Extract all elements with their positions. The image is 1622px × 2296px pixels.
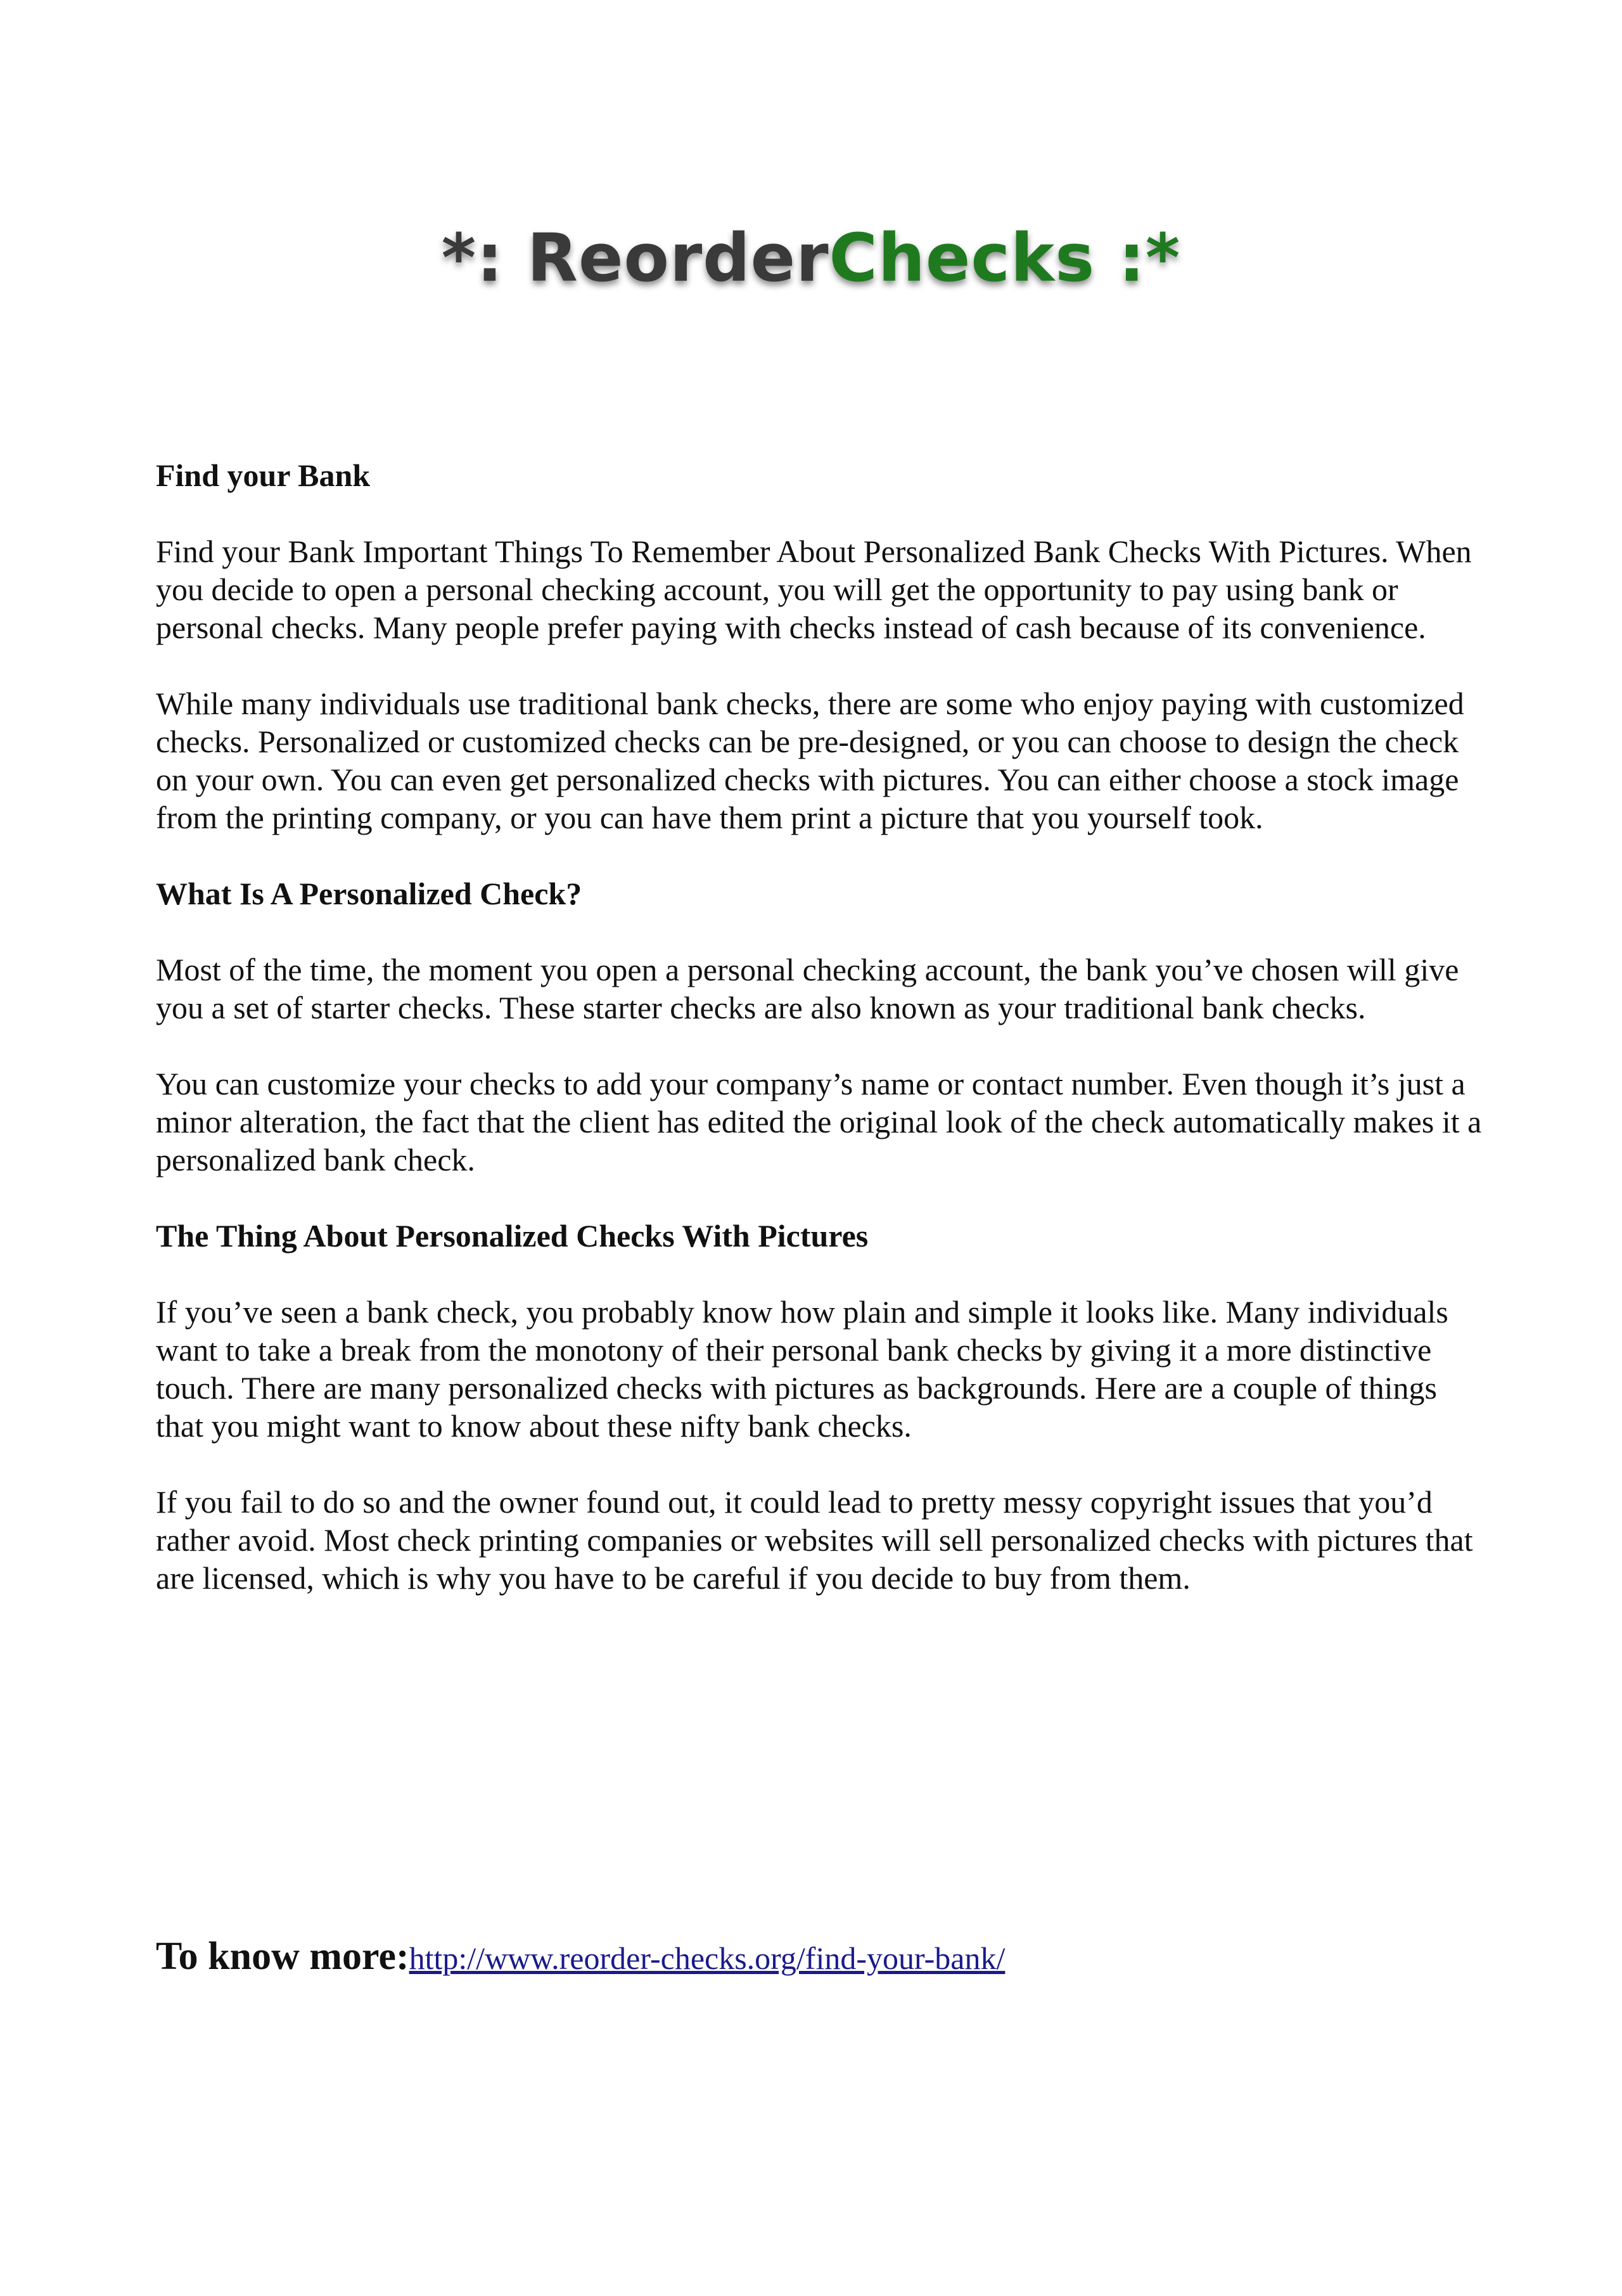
site-logo: [0, 219, 1622, 297]
section-2-paragraph-1: If you’ve seen a bank check, you probably know how plain and simple it looks like. Many individuals want to take a break from the monotony of their personal bank checks by giving it a more distinctive touch. There are many personalized checks with pictures as backgrounds. Here are a couple of things that you might want to know about these nifty bank checks.: [156, 1294, 1448, 1444]
document-body: [156, 456, 1486, 1635]
intro-paragraph-1: Find your Bank Important Things To Remember About Personalized Bank Checks With Pictures. When you decide to open a personal checking account, you will get the opportunity to pay using bank or personal checks. Many people prefer paying with checks instead of cash because of its convenience.: [156, 534, 1472, 645]
document-title: Find your Bank: [156, 458, 371, 493]
footer-more-info: [156, 1933, 1005, 1980]
footer-link[interactable]: http://www.reorder-checks.org/find-your-bank/: [409, 1940, 1006, 1976]
intro-paragraph-2: While many individuals use traditional bank checks, there are some who enjoy paying with customized checks. Personalized or customized checks can be pre-designed, or you can choose to design the check on your own. You can even get personalized checks with pictures. You can either choose a stock image from the printing company, or you can have them print a picture that you yourself took.: [156, 686, 1464, 835]
section-heading-personalized-check: What Is A Personalized Check?: [156, 876, 582, 911]
section-heading-checks-with-pictures: The Thing About Personalized Checks With Pictures: [156, 1218, 869, 1254]
section-2-paragraph-2: If you fail to do so and the owner found out, it could lead to pretty messy copyright issues that you’d rather avoid. Most check printing companies or websites will sell personalized checks with pictures that are licensed, which is why you have to be careful if you decide to buy from them.: [156, 1484, 1473, 1596]
section-1-paragraph-2: You can customize your checks to add your company’s name or contact number. Even though it’s just a minor alteration, the fact that the client has edited the original look of the check automatically makes it a personalized bank check.: [156, 1066, 1482, 1177]
logo-text-prefix: *: Reorder: [441, 219, 829, 297]
footer-label: To know more:: [156, 1935, 409, 1978]
section-1-paragraph-1: Most of the time, the moment you open a personal checking account, the bank you’ve chosen will give you a set of starter checks. These starter checks are also known as your traditional bank checks.: [156, 952, 1459, 1025]
logo-text-accent: Checks :*: [829, 219, 1181, 297]
